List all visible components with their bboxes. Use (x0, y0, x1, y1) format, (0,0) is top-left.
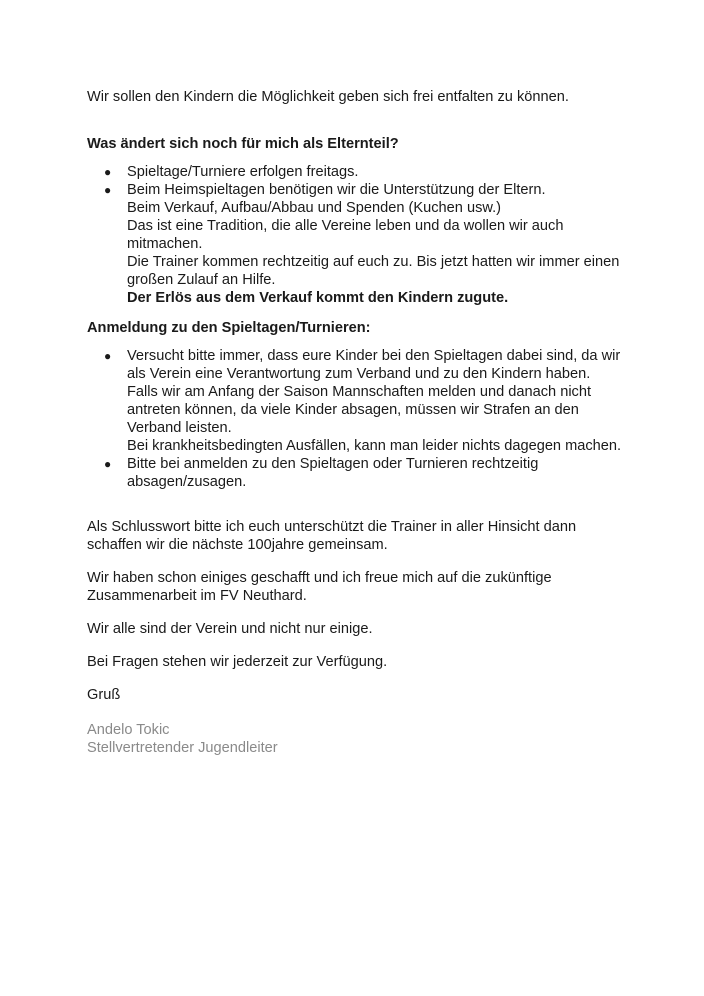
list-item-text: Bei krankheitsbedingten Ausfällen, kann man leider nichts dagegen machen. (127, 438, 622, 454)
intro-paragraph: Wir sollen den Kindern die Möglichkeit geben sich frei entfalten zu können. (87, 89, 569, 105)
list-item-emphasis: Der Erlös aus dem Verkauf kommt den Kindern zugute. (127, 290, 509, 306)
bullet-icon: ● (104, 457, 112, 471)
closing-paragraph-line: Als Schlusswort bitte ich euch unterschützt die Trainer in aller Hinsicht dann (87, 519, 577, 535)
list-item-text: mitmachen. (127, 236, 203, 252)
section-heading-registration: Anmeldung zu den Spieltagen/Turnieren: (87, 320, 371, 336)
registration-bullet-list (87, 347, 647, 491)
list-item-text: Die Trainer kommen rechtzeitig auf euch zu. Bis jetzt hatten wir immer einen (127, 254, 620, 270)
list-item (87, 347, 647, 455)
list-item-text: Bitte bei anmelden zu den Spieltagen oder Turnieren rechtzeitig (127, 456, 539, 472)
list-item-text: großen Zulauf an Hilfe. (127, 272, 276, 288)
list-item-text: Beim Verkauf, Aufbau/Abbau und Spenden (Kuchen usw.) (127, 200, 502, 216)
section-heading-parents: Was ändert sich noch für mich als Elternteil? (87, 136, 399, 152)
list-item (87, 181, 647, 307)
signature-name: Andelo Tokic (87, 722, 170, 738)
list-item-text: antreten können, da viele Kinder absagen, müssen wir Strafen an den (127, 402, 579, 418)
bullet-icon: ● (104, 183, 112, 197)
list-item-text: Versucht bitte immer, dass eure Kinder bei den Spieltagen dabei sind, da wir (127, 348, 621, 364)
list-item-text: Spieltage/Turniere erfolgen freitags. (127, 164, 359, 180)
list-item-text: Verband leisten. (127, 420, 232, 436)
closing-paragraph: Wir alle sind der Verein und nicht nur einige. (87, 621, 373, 637)
list-item (87, 455, 647, 491)
parents-bullet-list (87, 163, 647, 307)
bullet-icon: ● (104, 165, 112, 179)
list-item-text: Das ist eine Tradition, die alle Vereine leben und da wollen wir auch (127, 218, 564, 234)
signature-role: Stellvertretender Jugendleiter (87, 740, 278, 756)
closing-paragraph-line: schaffen wir die nächste 100jahre gemeinsam. (87, 537, 388, 553)
list-item (87, 163, 647, 181)
list-item-text: als Verein eine Verantwortung zum Verband und zu den Kindern haben. (127, 366, 591, 382)
closing-paragraph-line: Wir haben schon einiges geschafft und ich freue mich auf die zukünftige (87, 570, 552, 586)
greeting: Gruß (87, 687, 121, 703)
closing-paragraph-line: Zusammenarbeit im FV Neuthard. (87, 588, 307, 604)
bullet-icon: ● (104, 349, 112, 363)
closing-paragraph: Bei Fragen stehen wir jederzeit zur Verfügung. (87, 654, 388, 670)
list-item-text: Falls wir am Anfang der Saison Mannschaften melden und danach nicht (127, 384, 592, 400)
list-item-text: Beim Heimspieltagen benötigen wir die Unterstützung der Eltern. (127, 182, 546, 198)
list-item-text: absagen/zusagen. (127, 474, 247, 490)
